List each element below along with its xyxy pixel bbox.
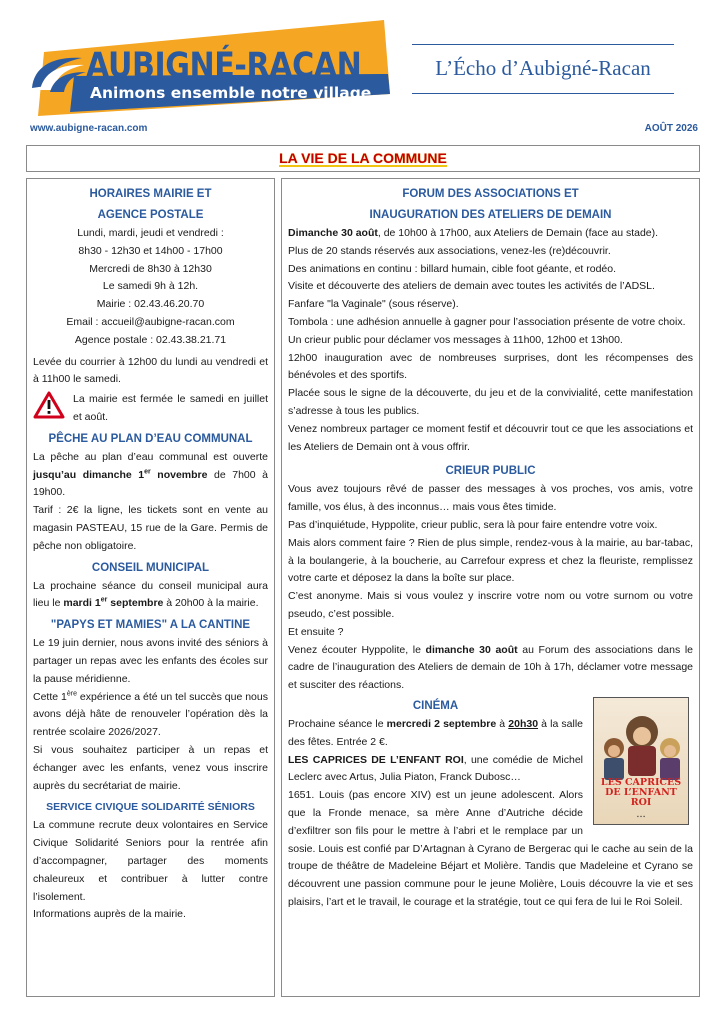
warning-text: La mairie est fermée le samedi en juillet et août. [73,393,268,423]
crieur-article [288,462,693,695]
section-banner [26,145,700,172]
aubigne-racan-logo [24,18,390,118]
left-column [26,178,275,997]
conseil-paragraph: La prochaine séance du conseil municipal aura lieu le mardi 1er septembre à 20h00 à la mairie. [33,579,268,610]
crieur-title: CRIEUR PUBLIC [445,465,536,478]
publication-title-box [412,44,674,94]
section-title: LA VIE DE LA COMMUNE [279,150,447,166]
crieur-line: Venez écouter Hyppolite, le dimanche 30 août au Forum des associations dans le cadre de l’inauguration des Ateliers de demain de 10h à 17h, déclamer votre message et susciter des réactions. [288,643,693,692]
crieur-line: Vous avez toujours rêvé de passer des messages à vos proches, vos amis, votre famille, vos élus, à des inconnus… mais vous êtes timide. [288,483,693,514]
conseil-article [33,559,268,614]
site-url[interactable]: www.aubigne-racan.com [30,123,148,134]
service-civique-paragraph-2: Informations auprès de la mairie. [33,908,186,921]
peche-paragraph-1: La pêche au plan d’eau communal est ouverte jusqu’au dimanche 1er novembre de 7h00 à 19h00. [33,450,268,499]
horaires-line: Lundi, mardi, jeudi et vendredi : [77,227,224,239]
cinema-paragraph-3: 1651. Louis (pas encore XIV) est un jeune adolescent. Alors que la Fronde menace, sa mère Anne d’Autriche décide d’exfiltrer son fils pour le mettre à l’abri et le remplace par un sosie. Louis est confié par D’Artagnan à Cyrano de Bergerac qui le cache au sein de la troupe de théâtre de Madeleine Béjart et Molière. Tandis que Madeleine et Cyrano se découvrent une passion commune pour le jeune Molière, Louis découvre la vie et ses plaisirs, l’art et le travail, le courage et la stratégie, tout ce qui fera de lui le Roi Soleil. [288,789,693,908]
poster-credits: ▪ ▪ ▪ [636,813,646,820]
forum-line: Un crieur public pour déclamer vos messages à 11h00, 12h00 et 13h00. [288,333,623,346]
horaires-line: Le samedi 9h à 12h. [102,280,199,293]
forum-title-1: FORUM DES ASSOCIATIONS ET [402,188,579,200]
publication-title: L’Écho d’Aubigné-Racan [435,56,651,80]
cinema-paragraph-2: LES CAPRICES DE L’ENFANT ROI, une comédie de Michel Leclerc avec Artus, Julia Piaton, Franck Dubosc… [288,753,583,784]
papys-paragraph-1: Le 19 juin dernier, nous avons invité des séniors à partager un repas avec les enfants des écoles sur la pause méridienne. [33,637,268,685]
movie-poster-image [593,697,689,825]
forum-line: Plus de 20 stands réservés aux associations, venez-les (re)découvrir. [288,244,611,257]
service-civique-paragraph-1: La commune recrute deux volontaires en Service Civique Solidarité Seniors pour la rentrée afin d’accompagner, partager des moments chaleureux et contribuer à lutter contre l’isolement. [33,819,268,903]
logo-title: AUBIGNÉ-RACAN [86,46,362,86]
forum-line: Visite et découverte des ateliers de demain avec toutes les activités de l’ADSL. [288,280,655,293]
horaires-line: Mercredi de 8h30 à 12h30 [89,262,212,275]
issue-date: AOÛT 2026 [644,123,698,134]
papys-paragraph-3: Si vous souhaitez participer à un repas et échanger avec les enfants, venez vous inscrire auprès du secrétariat de mairie. [33,743,268,792]
papys-title: "PAPYS ET MAMIES" A LA CANTINE [50,619,251,632]
forum-line: Fanfare "la Vaginale" (sous réserve). [288,298,459,311]
papys-article [33,616,268,795]
crieur-line: C’est anonyme. Mais si vous voulez y inscrire votre nom ou votre surnom ou votre pseudo, c’est possible. [288,590,693,620]
forum-title-2: INAUGURATION DES ATELIERS DE DEMAIN [369,209,612,221]
crieur-line: Pas d’inquiétude, Hyppolite, crieur public, sera là pour faire entendre votre voix. [288,518,658,531]
crieur-line: Et ensuite ? [288,625,344,638]
forum-line: Dimanche 30 août, de 10h00 à 17h00, aux Ateliers de Demain (face au stade). [288,227,659,239]
peche-article [33,430,268,556]
warning-triangle-icon [33,391,65,419]
courrier-text: Levée du courrier à 12h00 du lundi au vendredi et à 11h00 le samedi. [33,355,268,386]
conseil-title: CONSEIL MUNICIPAL [91,561,210,574]
horaires-email[interactable]: Email : accueil@aubigne-racan.com [66,315,235,328]
peche-paragraph-2: Tarif : 2€ la ligne, les tickets sont en vente au magasin PASTEAU, 15 rue de la Gare. Permis de pêche non obligatoire. [33,504,268,552]
horaires-phone: Mairie : 02.43.46.20.70 [96,298,205,311]
service-civique-article [33,798,268,924]
warning-row [33,391,268,427]
crieur-line: Mais alors comment faire ? Rien de plus simple, rendez-vous à la mairie, au bar-tabac, à la boulangerie, à la boucherie, au Carrefour express et chez la fleuriste, remplissez votre carte et déposez la dans la boîte sur place. [288,536,693,585]
logo-subtitle: Animons ensemble notre village [90,84,372,102]
horaires-title-1: HORAIRES MAIRIE ET [89,188,212,200]
service-civique-title: SERVICE CIVIQUE SOLIDARITÉ SÉNIORS [46,801,255,814]
horaires-line: 8h30 - 12h30 et 14h00 - 17h00 [78,244,223,257]
peche-title: PÊCHE AU PLAN D’EAU COMMUNAL [48,432,253,445]
forum-line: Venez nombreux partager ce moment festif et découvrir tout ce que les associations et les Ateliers de Demain ont à vous offrir. [288,422,693,453]
horaires-title-2: AGENCE POSTALE [97,209,204,221]
cinema-article [288,697,693,912]
poster-title: LES CAPRICES DE L’ENFANT ROI [600,776,682,808]
cinema-paragraph-1: Prochaine séance le mercredi 2 septembre à 20h30 à la salle des fêtes. Entrée 2 €. [288,717,583,748]
forum-article [288,185,693,456]
right-column [281,178,700,997]
forum-line: 12h00 inauguration avec de nombreuses surprises, dont les récompenses des bénévoles et des sportifs. [288,351,693,382]
horaires-postal-phone: Agence postale : 02.43.38.21.71 [74,333,227,346]
cinema-title: CINÉMA [412,699,459,712]
forum-line: Des animations en continu : billard humain, cible foot géante, et rodéo. [288,262,617,275]
horaires-article [33,185,268,427]
forum-line: Tombola : une adhésion annuelle à gagner pour l’association présente de votre choix. [288,315,686,328]
papys-paragraph-2: Cette 1ère expérience a été un tel succès que nous avons déjà hâte de renouveler l’opération dès la rentrée scolaire 2026/2027. [33,690,268,739]
forum-line: Placée sous le signe de la découverte, du jeu et de la convivialité, cette manifestation s’adresse à tous les publics. [288,387,693,417]
